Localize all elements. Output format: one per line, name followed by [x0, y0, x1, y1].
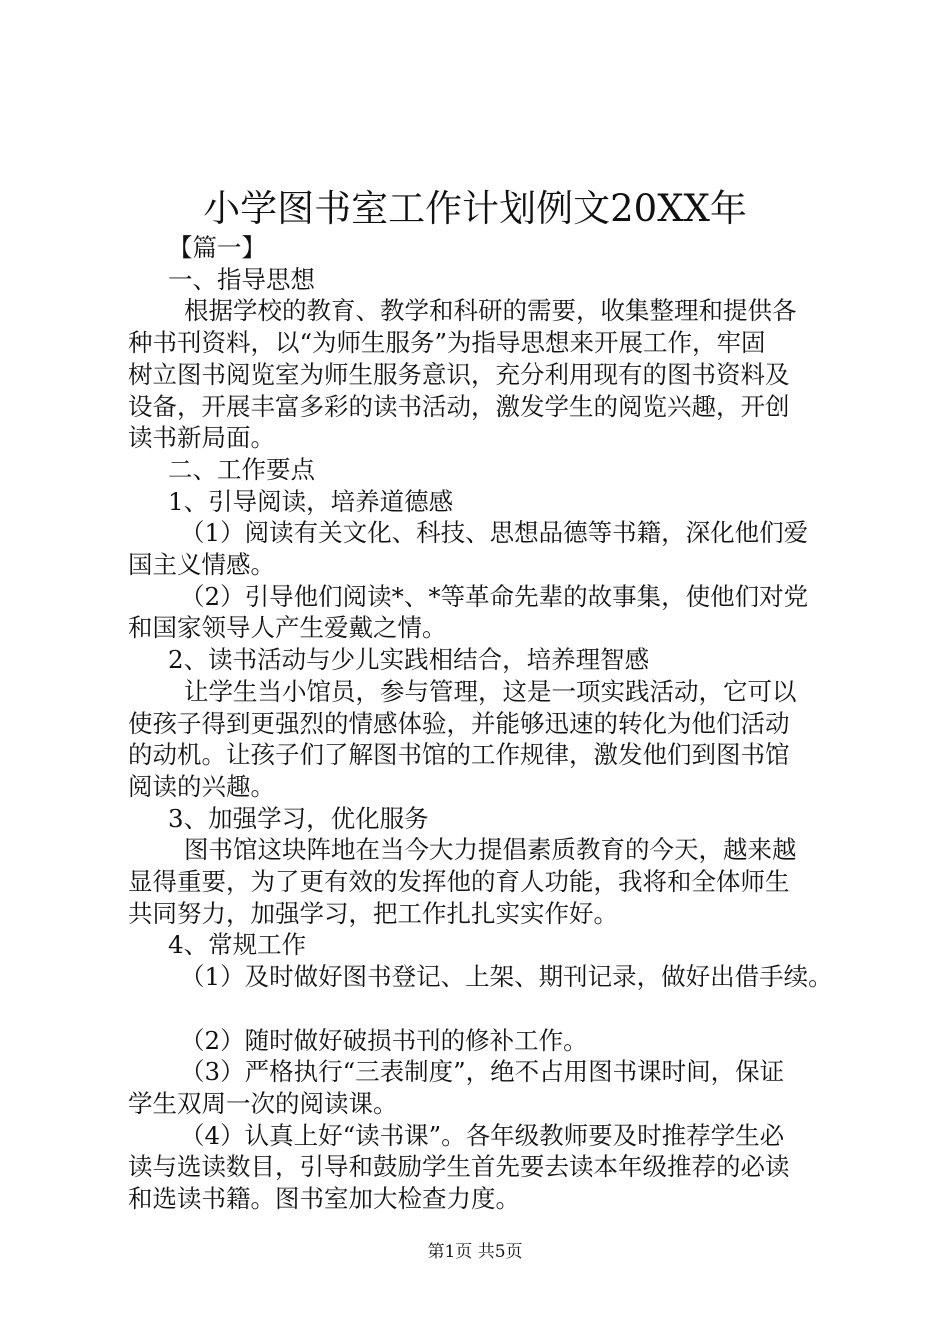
section-marker: 【篇一】	[168, 233, 266, 262]
subheading-3: 3、加强学习，优化服务	[168, 803, 429, 833]
list-item-line: 和国家领导人产生爱戴之情。	[128, 613, 447, 643]
list-item-line: 读与选读数目，引导和鼓励学生首先要去读本年级推荐的必读	[128, 1152, 790, 1182]
document-body	[128, 232, 834, 1215]
subheading-1: 1、引导阅读，培养道德感	[168, 486, 454, 516]
paragraph-line: 根据学校的教育、教学和科研的需要，收集整理和提供各	[184, 296, 797, 326]
paragraph-line: 种书刊资料，以“为师生服务”为指导思想来开展工作，牢固	[128, 328, 766, 358]
list-item-line: （1）阅读有关文化、科技、思想品德等书籍，深化他们爱	[180, 518, 809, 548]
list-item-line: 和选读书籍。图书室加大检查力度。	[128, 1184, 520, 1214]
subheading-4: 4、常规工作	[168, 930, 307, 960]
heading-work-points: 二、工作要点	[168, 454, 315, 484]
list-item-line: （4）认真上好“读书课”。各年级教师要及时推荐学生必	[180, 1120, 785, 1150]
paragraph-line: 让学生当小馆员，参与管理，这是一项实践活动，它可以	[184, 676, 797, 706]
list-item-line: 学生双周一次的阅读课。	[128, 1088, 398, 1118]
list-item-line: （2）随时做好破损书刊的修补工作。	[180, 1025, 588, 1055]
paragraph-line: 图书馆这块阵地在当今大力提倡素质教育的今天，越来越	[184, 835, 797, 865]
paragraph-line: 的动机。让孩子们了解图书馆的工作规律，激发他们到图书馆	[128, 740, 790, 770]
document-title: 小学图书室工作计划例文20XX年	[203, 187, 747, 230]
paragraph-line: 树立图书阅览室为师生服务意识，充分利用现有的图书资料及	[128, 359, 790, 389]
page-footer: 第1页 共5页	[427, 1242, 523, 1262]
list-item-line: （3）严格执行“三表制度”，绝不占用图书课时间，保证	[180, 1057, 785, 1087]
heading-guiding-ideology: 一、指导思想	[168, 264, 315, 294]
paragraph-line: 读书新局面。	[128, 423, 275, 453]
list-item-line: 国主义情感。	[128, 550, 275, 580]
list-item-line: （1）及时做好图书登记、上架、期刊记录，做好出借手续。	[180, 962, 833, 992]
paragraph-line: 共同努力，加强学习，把工作扎扎实实作好。	[128, 898, 618, 928]
paragraph-line: 设备，开展丰富多彩的读书活动，激发学生的阅览兴趣，开创	[128, 391, 790, 421]
paragraph-line: 阅读的兴趣。	[128, 771, 275, 801]
paragraph-line: 显得重要，为了更有效的发挥他的育人功能，我将和全体师生	[128, 867, 790, 897]
paragraph-line: 使孩子得到更强烈的情感体验，并能够迅速的转化为他们活动	[128, 708, 790, 738]
blank-line	[128, 993, 834, 1025]
list-item-line: （2）引导他们阅读*、*等革命先辈的故事集，使他们对党	[180, 581, 809, 611]
subheading-2: 2、读书活动与少儿实践相结合，培养理智感	[168, 645, 650, 675]
